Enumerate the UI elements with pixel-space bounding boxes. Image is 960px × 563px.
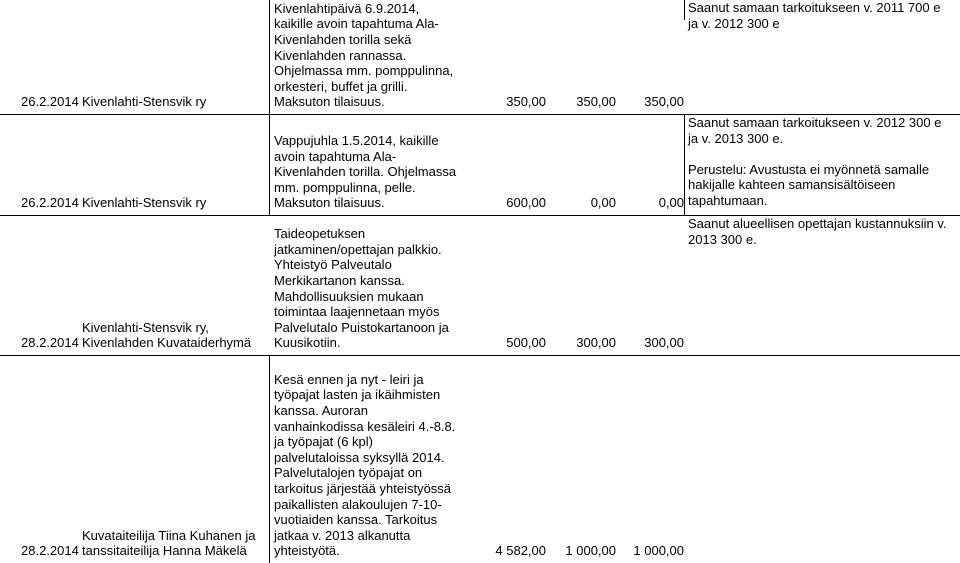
description-cell: Kesä ennen ja nyt - leiri ja työpajat lasten ja ikäihmisten kanssa. Auroran vanhainkodissa kesäleiri 4.-8.8. ja työpajat (6 kpl) palvelutaloissa syksyllä 2014. Palvelutalojen työpajat on tarkoitus järjestää yhteistyössä paikallisten alakoulujen 7-10- vuotiaiden kanssa. Tarkoitus jatkaa v. 2013 alkanutta yhteistyötä. — [274, 371, 456, 559]
amount-applied-cell: 4 582,00 — [495, 543, 546, 559]
amount-proposed-cell: 350,00 — [576, 94, 616, 110]
table-row — [0, 356, 960, 563]
amount-granted-cell: 1 000,00 — [633, 543, 684, 559]
organization-cell: Kuvataiteilija Tiina Kuhanen ja tanssitaiteilija Hanna Mäkelä — [82, 527, 256, 559]
note-cell: Saanut alueellisen opettajan kustannuksiin v. 2013 300 e. — [688, 216, 947, 247]
description-cell: Taideopetuksen jatkaminen/opettajan palkkio. Yhteistyö Palveutalo Merkikartanon kanssa. Mahdollisuuksien mukaan toimintaa laajennetaan myös Palvelutalo Puistokartanoon ja Kuusikotiin. — [274, 226, 449, 351]
amount-proposed-cell: 300,00 — [576, 335, 616, 351]
organization-cell: Kivenlahti-Stensvik ry — [82, 94, 207, 110]
date-cell: 28.2.2014 — [21, 335, 79, 351]
date-cell: 26.2.2014 — [21, 195, 79, 211]
description-cell: Kivenlahtipäivä 6.9.2014, kaikille avoin tapahtuma Ala- Kivenlahden torilla sekä Kivenlahden rannassa. Ohjelmassa mm. pomppulinna, orkesteri, buffet ja grilli. Maksuton tilaisuus. — [274, 0, 454, 110]
table-row — [0, 115, 960, 215]
table-row — [0, 0, 960, 114]
table-row — [0, 216, 960, 355]
organization-cell: Kivenlahti-Stensvik ry — [82, 195, 207, 211]
note-cell: Saanut samaan tarkoitukseen v. 2012 300 e ja v. 2013 300 e. Perustelu: Avustusta ei myönnetä samalle hakijalle kahteen samansisältöiseen tapahtumaan. — [688, 115, 942, 208]
amount-applied-cell: 500,00 — [506, 335, 546, 351]
note-cell: Saanut samaan tarkoitukseen v. 2011 700 e ja v. 2012 300 e — [688, 0, 941, 31]
amount-granted-cell: 300,00 — [644, 335, 684, 351]
amount-proposed-cell: 0,00 — [590, 195, 616, 211]
amount-applied-cell: 350,00 — [506, 94, 546, 110]
date-cell: 28.2.2014 — [21, 543, 79, 559]
amount-granted-cell: 350,00 — [644, 94, 684, 110]
description-cell: Vappujuhla 1.5.2014, kaikille avoin tapahtuma Ala- Kivenlahden torilla. Ohjelmassa mm. pomppulinna, pelle. Maksuton tilaisuus. — [274, 133, 457, 211]
organization-cell: Kivenlahti-Stensvik ry, Kivenlahden Kuvataiderhymä — [82, 319, 252, 351]
date-cell: 26.2.2014 — [21, 94, 79, 110]
amount-applied-cell: 600,00 — [506, 195, 546, 211]
amount-proposed-cell: 1 000,00 — [565, 543, 616, 559]
amount-granted-cell: 0,00 — [658, 195, 684, 211]
